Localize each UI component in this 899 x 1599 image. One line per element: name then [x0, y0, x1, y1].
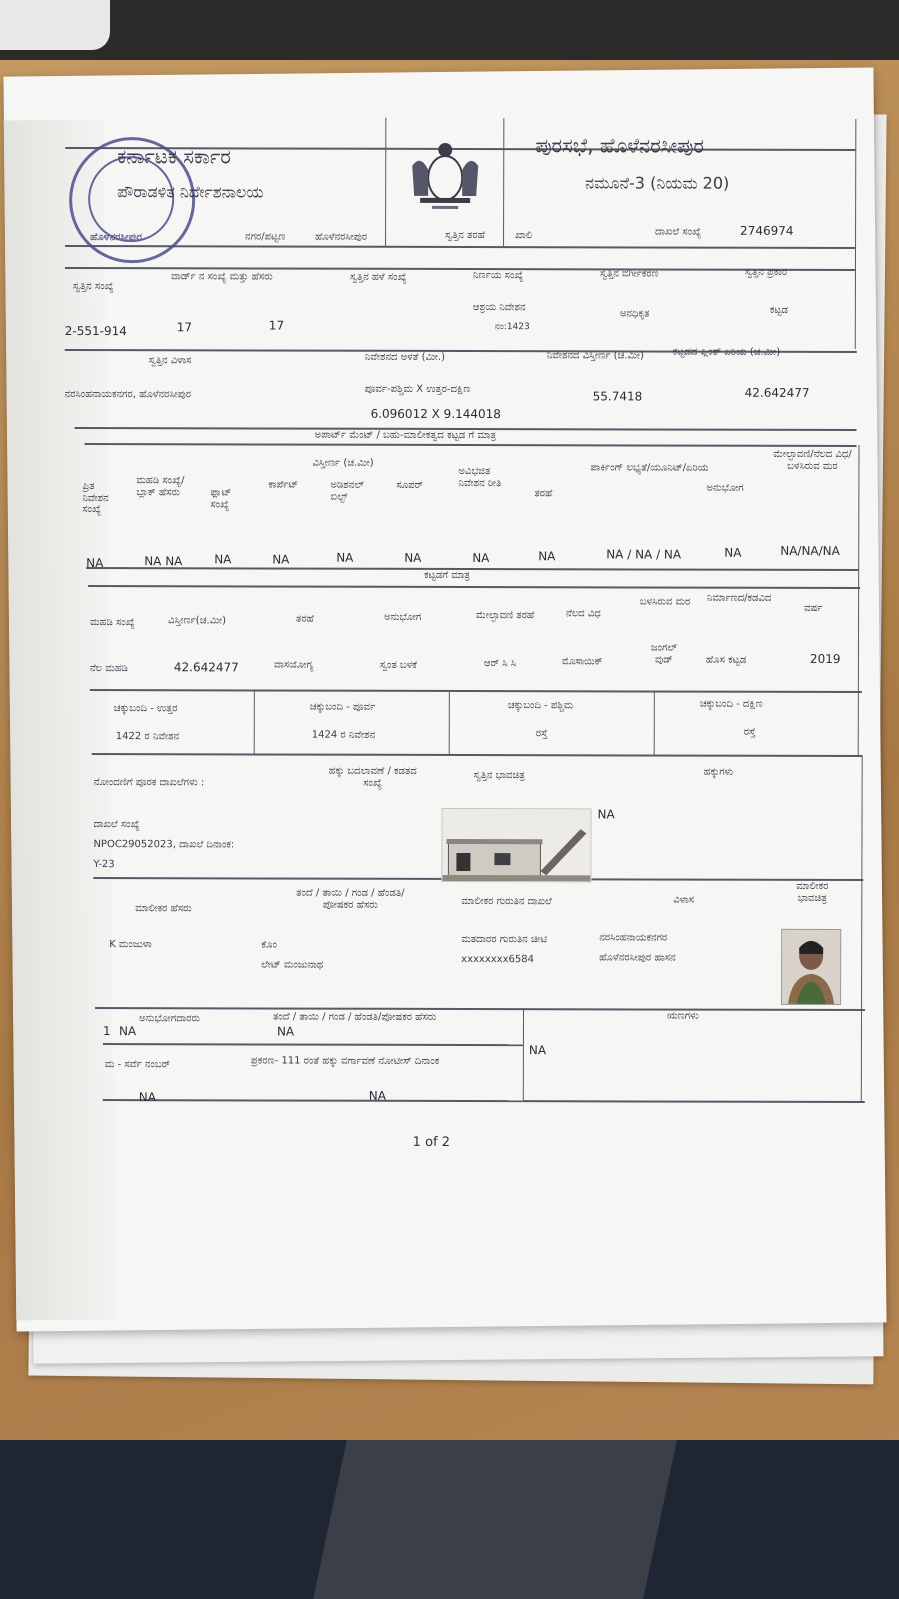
survey-number-label: ಮ - ಸರ್ವೆ ನಂಬರ್	[104, 1059, 171, 1071]
old-property-number: 17	[268, 318, 285, 333]
city-value: ಹೊಳೆನರಸೀಪುರ	[315, 231, 368, 243]
owner-photo	[781, 929, 841, 1005]
property-photo	[441, 808, 591, 882]
owner-name: K ಮಂಜುಳಾ	[109, 939, 152, 951]
owner-relation-name: ಲೇಟ್ ಮಂಜುನಾಥ	[261, 959, 324, 971]
property-photo-label: ಸ್ವತ್ತಿನ ಭಾವಚಿತ್ರ	[473, 770, 525, 782]
property-type-value: ಖಾಲಿ	[515, 230, 533, 242]
apartment-value: NA / NA / NA	[606, 547, 682, 562]
apartment-header: ಮಹಡಿ ಸಂಖ್ಯೆ/ಬ್ಲಾಕ್ ಹೆಸರು	[136, 475, 185, 498]
apartment-header: ಅವಿಭಜಿತ ನಿವೇಶನ ರೀತಿ	[458, 465, 502, 489]
plinth-area-value: 42.642477	[744, 385, 810, 400]
background-top	[0, 0, 899, 60]
apartment-value: NA	[538, 549, 556, 564]
apartment-header: ಪಾರ್ಕಿಂಗ್ ಲಭ್ಯತೆ/ಯೂನಿಟ್/ಏರಿಯ	[590, 462, 709, 474]
boundary-header: ಚಕ್ಕುಬಂದಿ - ಪೂರ್ವ	[309, 701, 376, 713]
property-classification: ಅನಧಿಕೃತ	[619, 308, 650, 320]
occupant-header: ತಂದೆ / ತಾಯಿ / ಗಂಡ / ಹೆಂಡತಿ/ಪೋಷಕರ ಹೆಸರು	[272, 1011, 437, 1023]
boundary-south: ರಸ್ತೆ	[743, 726, 756, 738]
building-header: ಅನುಭೋಗ	[384, 611, 422, 623]
building-value: ಆರ್ ಸಿ ಸಿ	[483, 658, 517, 670]
doc-number-value: 2746974	[740, 223, 794, 238]
boundary-header: ಚಕ್ಕುಬಂದಿ - ಪಶ್ಚಿಮ	[507, 700, 574, 712]
owner-header: ತಂದೆ / ತಾಯಿ / ಗಂಡ / ಹೆಂಡತಿ/ಪೋಷಕರ ಹೆಸರು	[296, 887, 405, 911]
occupant-name: NA	[118, 1024, 137, 1039]
building-value: ವಾಸಯೋಗ್ಯ	[273, 659, 314, 671]
owner-header: ಮಾಲೀಕರ ಗುರುತಿನ ದಾಖಲೆ	[461, 895, 552, 908]
building-header: ತರಹೆ	[296, 613, 314, 625]
row1-header: ಸ್ವತ್ತಿನ ವರ್ಗೀಕರಣ	[599, 268, 659, 280]
building-value: 2019	[809, 651, 841, 666]
owner-header: ವಿಳಾಸ	[673, 894, 695, 906]
boundary-east: 1424 ರ ನಿವೇಶನ	[311, 729, 376, 741]
occupant-header: ಋಣಗಳು	[666, 1010, 699, 1022]
doc-no-value: NPOC29052023, ದಾಖಲೆ ದಿನಾಂಕ:	[93, 839, 235, 851]
building-header: ವಿಸ್ತೀರ್ಣ(ಚ.ಮೀ)	[168, 615, 227, 627]
doc-number-label: ದಾಖಲೆ ಸಂಖ್ಯೆ	[655, 226, 702, 238]
building-value: ಮೊಸಾಯಿಕ್	[561, 656, 603, 668]
apartment-value: NA	[724, 545, 742, 560]
background-paper-corner	[0, 0, 110, 50]
row1-header: ವಾರ್ಡ್ ನ ಸಂಖ್ಯೆ ಮತ್ತು ಹೆಸರು	[170, 271, 273, 283]
building-value: ಸ್ವಂತ ಬಳಕೆ	[379, 659, 418, 671]
occupant-parent: NA	[276, 1024, 295, 1039]
page-indicator: 1 of 2	[412, 1134, 451, 1150]
apartment-header: ಪ್ರಿತ ನಿವೇಶನ ಸಂಖ್ಯೆ	[82, 481, 109, 516]
apartment-value: NA	[336, 550, 354, 565]
municipality-name: ಪುರಸಭೆ, ಹೊಳೆನರಸೀಪುರ	[535, 133, 705, 158]
notice-date-value: NA	[368, 1088, 387, 1103]
owner-address-line2: ಹೊಳೆನರಸೀಪುರ ಹಾಸನ	[599, 952, 676, 964]
building-header: ನಿರ್ಮಾಣದ/ಕಡವಿದ	[706, 592, 772, 604]
owner-relation: ಕೊಂ	[261, 939, 277, 951]
site-area-header: ನಿವೇಶನದ ವಿಸ್ತೀರ್ಣ (ಚ.ಮೀ)	[546, 350, 644, 362]
resolution-number: ನಂ:1423	[494, 322, 530, 333]
boundary-header: ಚಕ್ಕುಬಂದಿ - ಉತ್ತರ	[113, 703, 178, 715]
owner-id-value: xxxxxxxx6584	[461, 953, 534, 966]
row1-header: ಸ್ವತ್ತಿನ ಹಳೆ ಸಂಖ್ಯೆ	[349, 271, 407, 283]
row1-header: ನಿರ್ಣಯ ಸಂಖ್ಯೆ	[472, 270, 524, 282]
apartment-area-group: ವಿಸ್ತೀರ್ಣ (ಚ.ಮೀ)	[312, 457, 374, 469]
apartment-value: NA	[404, 550, 422, 565]
occupant-index: 1	[102, 1024, 111, 1039]
apartment-header: ಅನುಭೋಗ	[706, 482, 744, 494]
liabilities-value: NA	[528, 1043, 547, 1058]
site-area-value: 55.7418	[592, 389, 643, 404]
resolution-type: ಆಶ್ರಯ ನಿವೇಶನ	[472, 302, 526, 314]
owner-header: ಮಾಲೀಕರ ಭಾವಚಿತ್ರ	[796, 880, 829, 904]
building-header: ನೆಲದ ವಿಧ	[566, 608, 601, 620]
boundary-header: ಚಕ್ಕುಬಂದಿ - ದಕ್ಷಿಣ	[699, 698, 763, 710]
address-header: ಸ್ವತ್ತಿನ ವಿಳಾಸ	[148, 355, 192, 367]
doc-no-label: ದಾಖಲೆ ಸಂಖ್ಯೆ	[93, 819, 140, 831]
notice-date-label: ಪ್ರಕರಣ- 111 ರಂತೆ ಹಕ್ಕು ವರ್ಗಾವಣೆ ನೋಟೀಸ್ ದಿನಾಂಕ	[250, 1055, 440, 1067]
property-form	[63, 117, 862, 1159]
form-number: ನಮೂನೆ-3 (ನಿಯಮ 20)	[585, 173, 730, 193]
apartment-value: NA	[86, 556, 104, 571]
transfer-file-label: ಹಕ್ಕು ಬದಲಾವಣೆ / ಕಡತದ ಸಂಖ್ಯೆ	[328, 765, 417, 789]
apartment-value: NA	[272, 552, 290, 567]
rights-value: NA	[597, 807, 615, 822]
apartment-header: ಕಾರ್ಪೆಟ್	[268, 479, 299, 491]
apartment-header: ಸೂಪರ್	[396, 479, 424, 491]
property-kind: ಕಟ್ಟಡ	[769, 304, 788, 316]
apartment-header: ಫ್ಲಾಟ್ ಸಂಖ್ಯೆ	[210, 487, 232, 510]
apartment-value: NA NA	[144, 554, 183, 569]
apartment-header: ತರಹೆ	[534, 488, 553, 500]
rights-label: ಹಕ್ಕುಗಳು	[703, 766, 734, 778]
building-header: ಮೇಲ್ಛಾವಣಿ ತರಹೆ	[476, 610, 535, 622]
building-value: ನೆಲ ಮಹಡಿ	[89, 663, 128, 675]
city-label: ನಗರ/ಪಟ್ಟಣ	[245, 231, 286, 243]
property-number: 2-551-914	[64, 323, 127, 339]
row1-header: ಸ್ವತ್ತಿನ ಸಂಖ್ಯೆ	[72, 280, 114, 293]
building-header: ಮಹಡಿ ಸಂಖ್ಯೆ	[90, 617, 135, 629]
owner-header: ಮಾಲೀಕರ ಹೆಸರು	[135, 903, 192, 915]
building-value: ಹೊಸ ಕಟ್ಟಡ	[705, 654, 747, 666]
directorate-name: ಪೌರಾಡಳಿತ ನಿರ್ದೇಶನಾಲಯ	[117, 182, 264, 202]
gov-title: ಕರ್ನಾಟಕ ಸರ್ಕಾರ	[117, 144, 231, 169]
boundary-west: ರಸ್ತೆ	[535, 728, 548, 740]
building-header: ಬಳಸಿರುವ ಮರ	[639, 596, 691, 608]
plinth-header: ಕಟ್ಟಡದ ಪ್ಲಿಂತ್ ಏರಿಯ (ಚ.ಮೀ)	[672, 346, 781, 358]
supporting-docs-label: ನೋಂದಣಿಗೆ ಪೂರಕ ದಾಖಲೆಗಳು :	[93, 777, 205, 789]
boundary-north: 1422 ರ ನಿವೇಶನ	[115, 731, 180, 743]
survey-number-value: NA	[138, 1090, 157, 1105]
building-header: ವರ್ಷ	[804, 602, 823, 614]
occupant-header: ಅನುಭೋಗದಾರರು	[138, 1013, 201, 1025]
owner-address-line1: ನರಸಿಂಹನಾಯಕನಗರ	[599, 932, 668, 944]
doc-date: Y-23	[93, 859, 115, 871]
apartment-value: NA	[472, 551, 490, 566]
floor-tile	[313, 1440, 677, 1599]
measure-label: ಪೂರ್ವ-ಪಶ್ಚಿಮ X ಉತ್ತರ-ದಕ್ಷಿಣ	[364, 383, 471, 396]
property-type-label: ಸ್ವತ್ತಿನ ತರಹೆ	[445, 229, 485, 242]
building-value: ಜಂಗಲ್ ವುಡ್	[650, 642, 678, 666]
apartment-value: NA/NA/NA	[780, 543, 840, 558]
ward-number: 17	[176, 320, 193, 335]
measure-header: ನಿವೇಶನದ ಅಳತೆ (ಮೀ.)	[364, 351, 446, 363]
owner-id-type: ಮತದಾರರ ಗುರುತಿನ ಚೀಟಿ	[461, 933, 548, 946]
state-emblem-icon	[400, 136, 490, 214]
apartment-header: ಅಡಿಶನಲ್ ಬಿಲ್ಟ್	[330, 479, 365, 503]
seal-text: ಹೊಳೆನರಸೀಪುರ	[90, 232, 143, 244]
building-value: 42.642477	[173, 660, 239, 675]
row1-header: ಸ್ವತ್ತಿನ ಪ್ರಕಾರ	[744, 266, 788, 278]
apartment-section-title: ಅಪಾರ್ಟ್ ಮೆಂಟ್ / ಬಹು-ಮಾಲೀಕತ್ವದ ಕಟ್ಟಡ ಗೆ ಮಾತ್ರ	[314, 429, 497, 442]
measure-value: 6.096012 X 9.144018	[370, 406, 501, 422]
apartment-value: NA	[214, 552, 232, 567]
apartment-header: ಮೇಲ್ಛಾವಣಿ/ನೆಲದ ವಿಧ/ಬಳಸಿರುವ ಮರ	[773, 448, 852, 472]
building-section-title: ಕಟ್ಟಡಗೆ ಮಾತ್ರ	[424, 569, 471, 582]
property-address: ನರಸಿಂಹನಾಯಕನಗರ, ಹೊಳೆನರಸೀಪುರ	[64, 388, 192, 401]
